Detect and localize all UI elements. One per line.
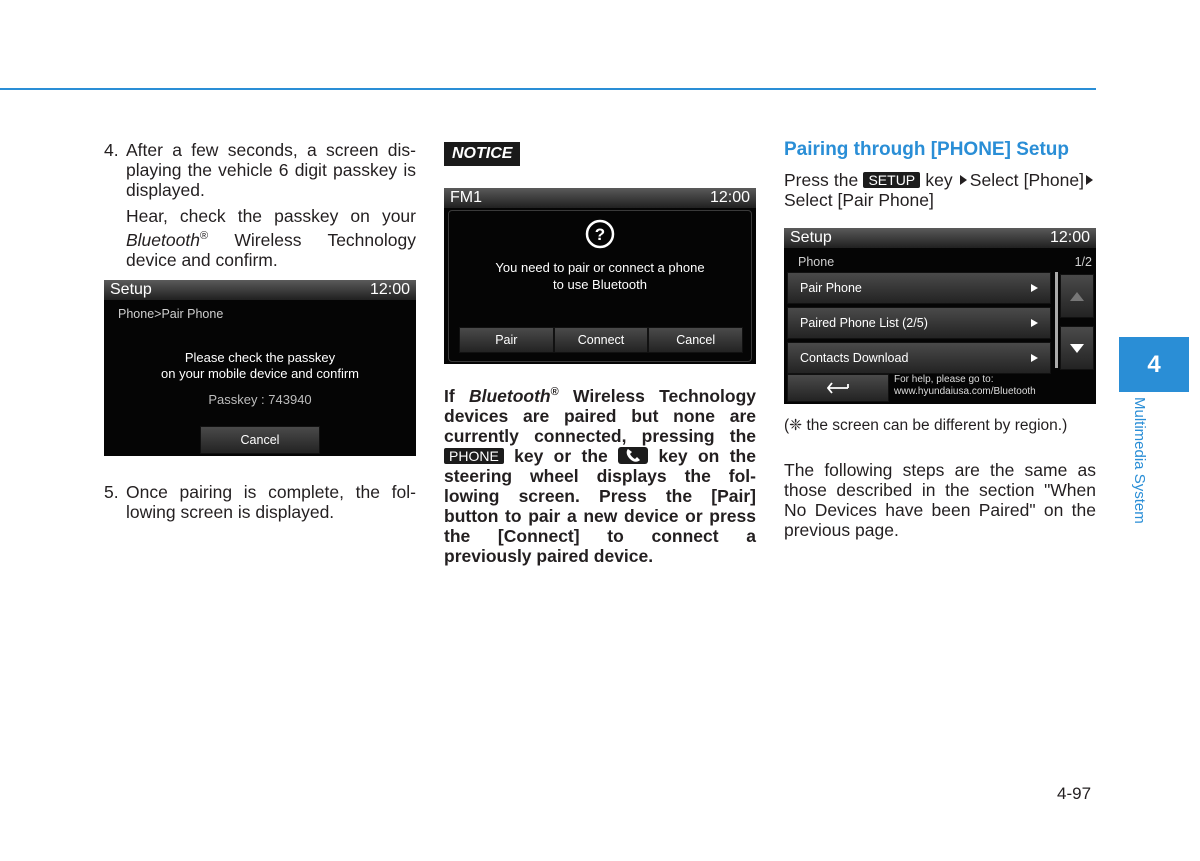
menu-item-pair-phone[interactable]	[787, 272, 1051, 304]
pair-connect-screen	[444, 188, 756, 364]
back-arrow-icon	[827, 382, 849, 394]
notice-text-if: If	[444, 385, 455, 406]
screen-status-bar	[104, 280, 416, 300]
triangle-up-icon	[1070, 292, 1084, 301]
scroll-down-button[interactable]	[1060, 326, 1094, 370]
menu-list	[787, 272, 1051, 374]
notice-text	[444, 382, 756, 566]
press-text: Press the	[784, 170, 859, 190]
page-number: 4-97	[1057, 784, 1092, 803]
instruction-text	[784, 170, 1096, 210]
triangle-down-icon	[1070, 344, 1084, 353]
step-4-hear	[104, 206, 416, 270]
message-line-2: to use Bluetooth	[553, 277, 647, 292]
svg-text:?: ?	[594, 225, 606, 244]
back-button[interactable]	[787, 374, 889, 402]
chapter-label: Multimedia System	[1131, 397, 1148, 524]
step-5-number: 5.	[104, 481, 119, 502]
screen-subtitle: Phone>Pair Phone	[118, 306, 224, 321]
key-text: key	[925, 170, 953, 190]
column-3	[784, 138, 1096, 540]
top-rule	[0, 88, 1096, 90]
notice-label: NOTICE	[444, 142, 520, 166]
bluetooth-italic: Bluetooth	[468, 385, 551, 406]
dialog-buttons	[459, 327, 743, 353]
menu-item-contacts-download[interactable]	[787, 342, 1051, 374]
notice-text-a: Wireless Technology devices are paired but none are currently connected, pressing the	[444, 385, 756, 446]
triangle-right-icon	[1086, 175, 1093, 185]
question-icon	[449, 219, 751, 253]
help-text	[894, 374, 1036, 398]
passkey-message	[104, 350, 416, 408]
column-2	[444, 142, 756, 566]
screen-status-bar	[784, 228, 1096, 248]
scroll-up-button[interactable]	[1060, 274, 1094, 318]
step-5	[104, 482, 416, 522]
hear-text-2: Wireless Technology device and confirm.	[126, 229, 416, 270]
screen-subtitle: Phone	[798, 255, 835, 269]
notice-text-b: key or the	[514, 445, 608, 466]
screen-title: Setup	[790, 229, 832, 246]
column-1	[104, 140, 416, 522]
arrow-right-icon	[1031, 319, 1038, 327]
screen-time: 12:00	[369, 280, 410, 298]
pair-button[interactable]: Pair	[459, 327, 554, 353]
phone-handset-icon	[618, 447, 648, 464]
notice-text-c: key on the steering wheel displays the fol-lowing screen. Press the [Pair] button to pair a new device or press the [Connect] to connect a previously paired device.	[444, 445, 756, 566]
registered-mark: ®	[199, 230, 209, 242]
message-line-1: Please check the passkey	[184, 349, 336, 365]
setup-key-tag: SETUP	[863, 172, 920, 188]
screen-title: Setup	[110, 280, 152, 298]
screen-time: 12:00	[709, 189, 750, 206]
chapter-tab: 4	[1119, 337, 1189, 392]
section-heading: Pairing through [PHONE] Setup	[784, 139, 1069, 160]
cancel-button[interactable]: Cancel	[648, 327, 743, 353]
triangle-right-icon	[960, 175, 967, 185]
step-4-text: After a few seconds, a screen dis-playing the vehicle 6 digit passkey is displayed.	[126, 140, 416, 200]
help-line-2: www.hyundaiusa.com/Bluetooth	[894, 386, 1036, 397]
message-line-2: on your mobile device and confirm	[161, 365, 359, 381]
step-4-number: 4.	[104, 140, 119, 160]
connect-button[interactable]: Connect	[554, 327, 649, 353]
page-indicator: 1/2	[1074, 255, 1092, 269]
scrollbar[interactable]	[1055, 272, 1058, 368]
passkey-value: Passkey : 743940	[208, 391, 312, 407]
screen-time: 12:00	[1049, 229, 1090, 246]
phone-option-text: [Phone]	[1023, 170, 1084, 190]
help-line-1: For help, please go to:	[894, 374, 994, 385]
hear-text: Hear, check the passkey on your	[126, 206, 416, 226]
message-line-1: You need to pair or connect a phone	[495, 260, 705, 275]
cancel-button[interactable]: Cancel	[200, 426, 320, 454]
step-4	[104, 140, 416, 200]
arrow-right-icon	[1031, 354, 1038, 362]
select-pair-phone-text: Select [Pair Phone]	[784, 190, 934, 210]
menu-item-paired-phone-list[interactable]	[787, 307, 1051, 339]
passkey-screen	[104, 280, 416, 456]
screen-subtitle-row	[784, 248, 1096, 272]
menu-item-label: Contacts Download	[800, 351, 909, 365]
menu-item-label: Paired Phone List (2/5)	[800, 316, 928, 330]
registered-mark: ®	[550, 386, 559, 398]
screen-title: FM1	[450, 189, 482, 206]
phone-key-tag: PHONE	[444, 448, 504, 464]
dialog-frame	[448, 210, 752, 362]
bluetooth-italic: Bluetooth	[126, 229, 200, 250]
following-steps-text: The following steps are the same as those described in the section "When No Devices have been Paired" on the previous page.	[784, 460, 1096, 540]
phone-setup-screen	[784, 228, 1096, 404]
step-5-text: Once pairing is complete, the fol-lowing screen is displayed.	[126, 481, 416, 522]
region-note: (❈ the screen can be different by region.)	[784, 417, 1068, 434]
select-text: Select	[969, 170, 1019, 190]
screen-status-bar	[444, 188, 756, 208]
menu-item-label: Pair Phone	[800, 281, 862, 295]
arrow-right-icon	[1031, 284, 1038, 292]
dialog-message	[449, 259, 751, 293]
